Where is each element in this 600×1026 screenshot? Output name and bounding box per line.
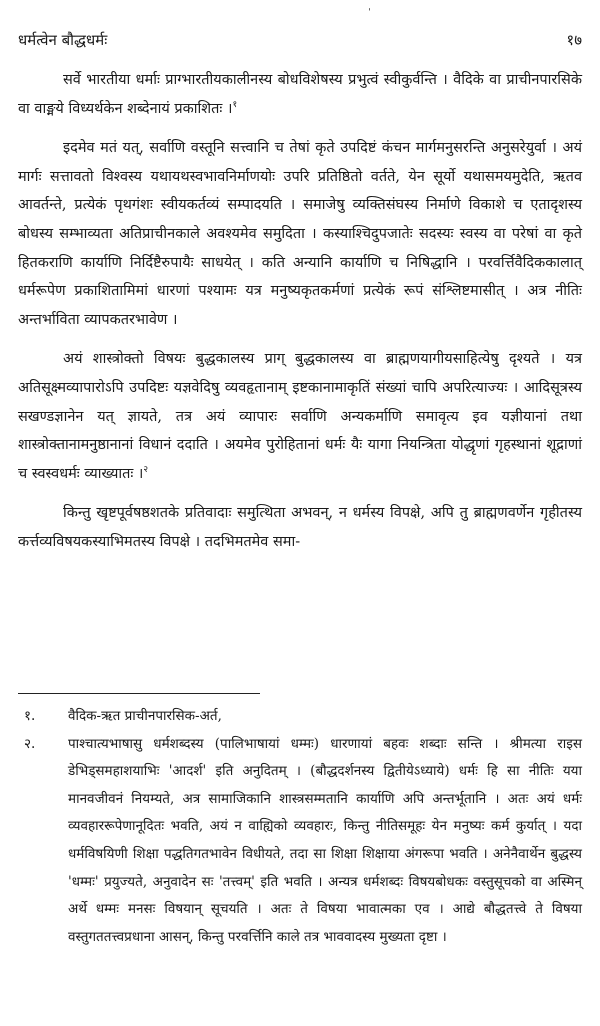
- footnote-number: १.: [24, 708, 36, 724]
- running-header: [18, 30, 582, 54]
- paragraph-1: [18, 66, 582, 123]
- chapter-title: धर्मत्वेन बौद्धधर्मः: [18, 31, 108, 49]
- paragraph-2: इदमेव मतं यत्, सर्वाणि वस्तूनि सत्त्वानि च तेषां कृते उपदिष्टं कंचन मार्गमनुसरन्ति अनुसरेयुर्वा । अयं मार्गः सत्तावतो विश्वस्य यथायथस्वभावनिर्माणयोः उपरि प्रतिष्ठितो वर्तते, येन सूर्यो यथासमयमुदेति, ऋतव आवर्तन्ते, प्रत्येकं पृथगंशः स्वीयकर्तव्यं सम्पादयति । समाजेषु व्यक्तिसंघस्य निर्माणे विकाशे च एतादृशस्य बोधस्य सम्भाव्यता अतिप्राचीनकाले अवश्यमेव समुदिता । कस्याश्चिदुपजातेः सदस्यः स्वस्य वा परेषां वा कृते हितकराणि कार्याणि निर्दिष्टैरुपायैः साधयेत् । कति अन्यानि कार्याणि च निषिद्धानि । परवर्त्तिवैदिककालात् धर्मरूपेण प्रकाशितामिमां धारणां पश्यामः यत्र मनुष्यकृतकर्मणां प्रत्येकं रूपं संश्लिष्टमासीत् । अत्र नीतिः अन्तर्भाविता व्यापकतरभावेण ।: [18, 140, 582, 328]
- footnote-text: वैदिक-ऋत प्राचीनपारसिक-अर्त,: [68, 708, 222, 724]
- page-number: १७: [566, 31, 582, 49]
- scan-speck: ˈ: [368, 8, 371, 19]
- footnote-2: [18, 731, 582, 952]
- paragraph-4: किन्तु खृष्टपूर्वषष्ठशतके प्रतिवादाः समुत्थिता अभवन्, न धर्मस्य विपक्षे, अपि तु ब्राह्मणवर्णेन गृहीतस्य कर्त्तव्यविषयकस्याभिमतस्य विपक्षे । तदभिमतमेव समा-: [18, 505, 582, 550]
- footnote-ref-2: २: [143, 464, 149, 475]
- footnote-text: पाश्चात्यभाषासु धर्मशब्दस्य (पालिभाषायां धम्मः) धारणायां बहवः शब्दाः सन्ति । श्रीमत्या राइस डेभिड्समहाशयाभिः 'आदर्श' इति अनुदितम् । (बौद्धदर्शनस्य द्वितीयेऽध्याये) धर्मः हि सा नीतिः यया मानवजीवनं नियम्यते, अत्र सामाजिकानि शास्त्रसम्मतानि कार्याणि अपि अन्तर्भूतानि । अतः अयं धर्मः व्यवहाररूपेणानूदितः भवति, अयं न वाह्यिको व्यवहारः, किन्तु नीतिसमूहः येन मनुष्यः कर्म कुर्यात् । यदा धर्मविषयिणी शिक्षा पद्धतिगतभावेन विधीयते, तदा सा शिक्षा शिक्षाया अंगरूपा भवति । अनेनैवार्थेन बुद्धस्य 'धम्मः' प्रयुज्यते, अनुवादेन सः 'तत्त्वम्' इति भवति । अन्यत्र धर्मशब्दः विषयबोधकः वस्तुसूचको वा अस्मिन् अर्थे धम्मः मनसः विषयान् सूचयति । अतः ते विषया भावात्मका एव । आद्ये बौद्धतत्त्वे ते विषया वस्तुगततत्त्वप्रधाना आसन्, किन्तु परवर्त्तिनि काले तत्र भाववादस्य मुख्यता दृष्टा ।: [68, 735, 582, 945]
- main-text: [18, 66, 582, 568]
- paragraph-3-text: अयं शास्त्रोक्तो विषयः बुद्धकालस्य प्राग् बुद्धकालस्य वा ब्राह्मणयागीयसाहित्येषु दृश्यते । यत्र अतिसूक्ष्मव्यापारोऽपि उपदिष्टः यज्ञवेदिषु व्यवहृतानाम् इष्टकानामाकृतिं संख्यां चापि अपरित्याज्यः । आदिसूत्रस्य सखण्डज्ञानेन यत् ज्ञायते, तत्र अयं व्यापारः सर्वाणि अन्यकर्माणि समावृत्य इव यज्ञीयानां तथा शास्त्रोक्तानामनुष्ठानानां विधानं ददाति । अयमेव पुरोहितानां धर्मः यैः यागा नियन्त्रिता योद्धृणां गृहस्थानां शूद्राणां च स्वस्वधर्मः व्याख्यातः ।: [18, 351, 582, 482]
- footnotes: [18, 703, 582, 951]
- paragraph-3: [18, 345, 582, 488]
- footnote-ref-1: १: [232, 99, 238, 110]
- footnote-1: [18, 703, 582, 731]
- footnote-divider: [18, 693, 260, 694]
- footnote-number: २.: [24, 735, 36, 752]
- paragraph-1-text: सर्वे भारतीया धर्माः प्राग्भारतीयकालीनस्य बोधविशेषस्य प्रभुत्वं स्वीकुर्वन्ति । वैदिके वा प्राचीनपारसिके वा वाङ्मये विध्यर्थकेन शब्देनायं प्रकाशितः ।: [18, 72, 582, 117]
